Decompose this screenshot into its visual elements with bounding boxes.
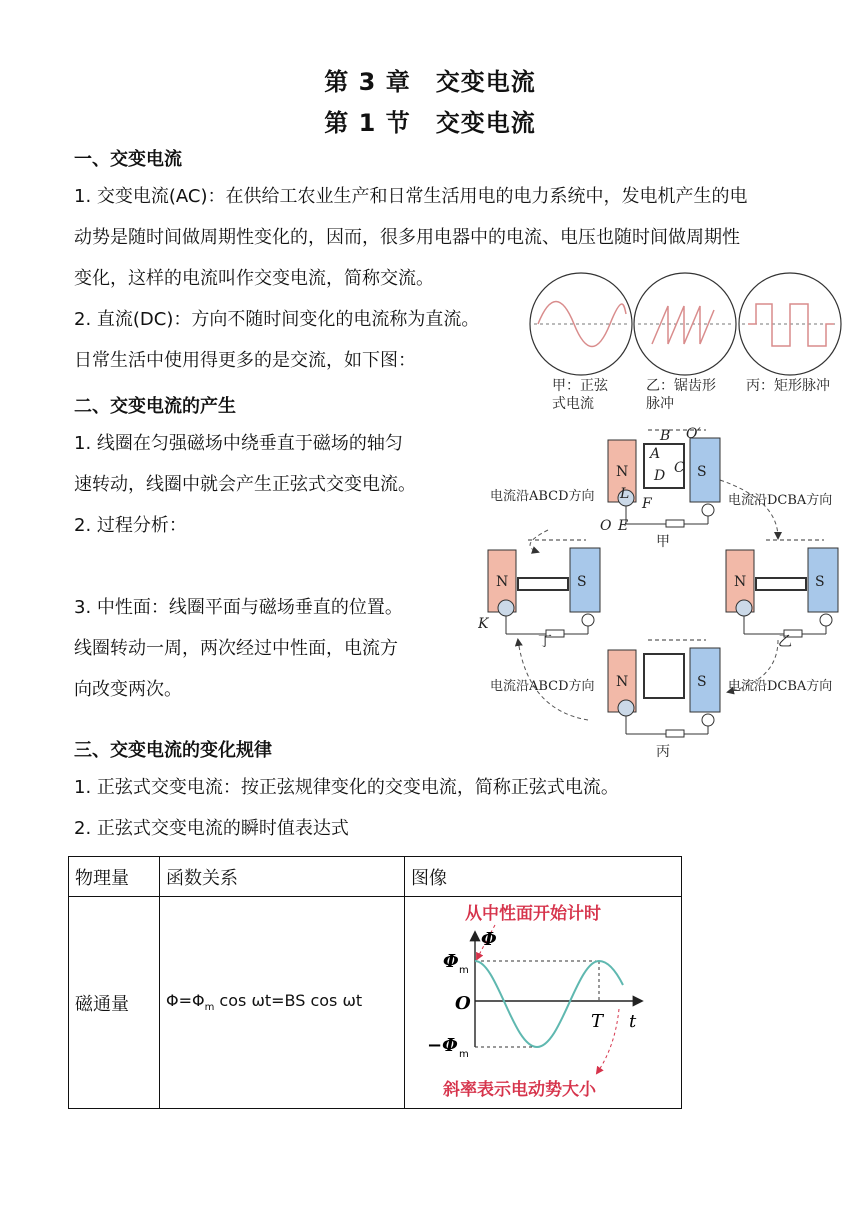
pole-n-bing: N bbox=[616, 674, 629, 690]
heading-ac-variation: 三、交变电流的变化规律 bbox=[74, 740, 272, 761]
flux-annotation-neutral: 从中性面开始计时 bbox=[465, 904, 601, 924]
instantaneous-expression-intro: 2. 正弦式交变电流的瞬时值表达式 bbox=[74, 818, 349, 839]
pole-s-bing: S bbox=[697, 674, 707, 690]
stage-label-jia: 甲 bbox=[656, 534, 670, 550]
table-header-row bbox=[69, 857, 682, 897]
table-header-graph: 图像 bbox=[405, 857, 682, 897]
flux-graph bbox=[405, 897, 681, 1103]
current-dcba-bottom: 电流沿DCBA方向 bbox=[728, 679, 833, 694]
letter-b: B bbox=[660, 428, 671, 444]
formula-phi: Φ=Φ bbox=[166, 991, 205, 1011]
ac-definition-line3: 变化，这样的电流叫作交变电流，简称交流。 bbox=[74, 268, 434, 289]
neutral-plane-line3: 向改变两次。 bbox=[74, 679, 182, 700]
table-cell-graph bbox=[405, 897, 682, 1109]
formula-sub-m: m bbox=[204, 1002, 215, 1014]
pole-n-ding: N bbox=[496, 574, 509, 590]
chapter-title: 第 3 章 交变电流 bbox=[324, 68, 536, 96]
heading-ac: 一、交变电流 bbox=[74, 149, 182, 170]
pole-n-yi: N bbox=[734, 574, 747, 590]
generation-line2: 速转动，线圈中就会产生正弦式交变电流。 bbox=[74, 474, 416, 495]
ac-usage-note: 日常生活中使用得更多的是交流，如下图： bbox=[74, 350, 416, 371]
y-axis-label: Φ bbox=[481, 929, 497, 950]
ac-definition-line1: 1. 交变电流(AC)：在供给工农业生产和日常生活用电的电力系统中，发电机产生的电 bbox=[74, 186, 748, 207]
letter-e: E bbox=[618, 518, 629, 534]
letter-l: L bbox=[620, 486, 630, 502]
table-row bbox=[69, 897, 682, 1109]
pole-n-jia: N bbox=[616, 464, 629, 480]
current-abcd-top: 电流沿ABCD方向 bbox=[490, 489, 595, 504]
caption-bing: 丙：矩形脉冲 bbox=[746, 378, 830, 394]
flux-annotation-slope: 斜率表示电动势大小 bbox=[443, 1080, 596, 1100]
pole-s-ding: S bbox=[577, 574, 587, 590]
stage-label-ding: 丁 bbox=[538, 634, 552, 650]
table-header-formula: 函数关系 bbox=[160, 857, 405, 897]
caption-jia-1: 甲：正弦 bbox=[552, 378, 608, 394]
sawtooth-wave-scope bbox=[634, 273, 736, 375]
caption-jia-2: 式电流 bbox=[552, 396, 594, 412]
formula-rest: cos ωt=BS cos ωt bbox=[214, 991, 363, 1011]
caption-yi-2: 脉冲 bbox=[646, 396, 674, 412]
origin-label: O bbox=[455, 993, 471, 1014]
table-cell-formula bbox=[160, 897, 405, 1109]
dc-definition: 2. 直流(DC)：方向不随时间变化的电流称为直流。 bbox=[74, 309, 480, 330]
heading-ac-generation: 二、交变电流的产生 bbox=[74, 396, 236, 417]
ac-expression-table bbox=[68, 856, 682, 1109]
t-axis-label: t bbox=[629, 1011, 637, 1032]
section-title: 第 1 节 交变电流 bbox=[324, 109, 536, 137]
ac-definition-line2: 动势是随时间做周期性变化的，因而，很多用电器中的电流、电压也随时间做周期性 bbox=[74, 227, 740, 248]
stage-label-bing: 丙 bbox=[656, 744, 670, 760]
neutral-plane-line1: 3. 中性面：线圈平面与磁场垂直的位置。 bbox=[74, 597, 403, 618]
letter-f: F bbox=[642, 496, 652, 512]
phi-m-label: Φ bbox=[443, 951, 459, 972]
axis-o-jia: O bbox=[600, 518, 612, 534]
pole-s-jia: S bbox=[697, 464, 707, 480]
sine-ac-definition: 1. 正弦式交变电流：按正弦规律变化的交变电流，简称正弦式电流。 bbox=[74, 777, 619, 798]
phi-m-sub: m bbox=[459, 965, 469, 976]
current-dcba-top: 电流沿DCBA方向 bbox=[728, 493, 833, 508]
pole-s-yi: S bbox=[815, 574, 825, 590]
process-analysis: 2. 过程分析： bbox=[74, 515, 187, 536]
letter-k: K bbox=[478, 616, 489, 632]
neg-phi-m-label: −Φ bbox=[427, 1035, 458, 1056]
current-abcd-bottom: 电流沿ABCD方向 bbox=[490, 679, 595, 694]
axis-o-prime-jia: O′ bbox=[686, 426, 701, 442]
period-label: T bbox=[591, 1011, 604, 1032]
stage-label-yi: 乙 bbox=[778, 634, 792, 650]
neutral-plane-line2: 线圈转动一周，两次经过中性面，电流方 bbox=[74, 638, 398, 659]
generator-cycle-figure bbox=[478, 420, 844, 765]
rectangular-pulse-scope bbox=[739, 273, 841, 375]
flux-curve bbox=[475, 961, 623, 1047]
generation-line1: 1. 线圈在匀强磁场中绕垂直于磁场的轴匀 bbox=[74, 433, 403, 454]
waveform-figure bbox=[528, 268, 844, 418]
letter-d: D bbox=[654, 468, 666, 484]
letter-c: C bbox=[674, 460, 685, 476]
sine-wave-scope bbox=[530, 273, 632, 375]
table-header-quantity: 物理量 bbox=[69, 857, 160, 897]
caption-yi-1: 乙：锯齿形 bbox=[646, 378, 716, 394]
neg-phi-m-sub: m bbox=[459, 1049, 469, 1060]
letter-a: A bbox=[650, 446, 661, 462]
table-cell-quantity: 磁通量 bbox=[69, 897, 160, 1109]
